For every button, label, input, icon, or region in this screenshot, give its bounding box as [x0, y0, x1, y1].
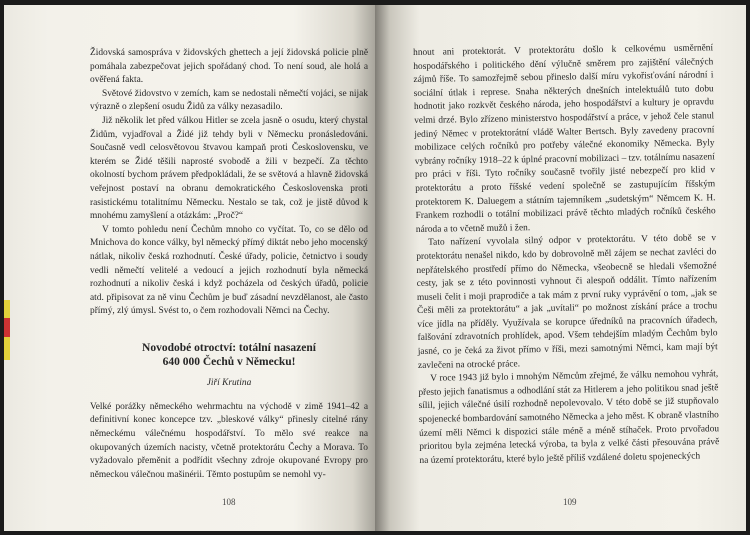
page-marker-tabs [4, 300, 10, 360]
left-page [4, 5, 375, 531]
right-paragraph: hnout ani protektorát. V protektorátu došlo k celkovému usměrnění hospodářského i politického dění výlučně směrem pro zajištění válečných zájmů říše. To samozřejmě sebou přineslo další míru vykořisťování národní i sociální útlak i represe. Snaha některých dnešních intelektuálů tuto dobu hodnotit jako rozkvět českého národa, jeho hospodářství a kultury je opravdu velmi drzé. Bylo zřízeno ministerstvo hospodářství a práce, v jehož čele stanul jediný Němec v protektorátní vládě Walter Bertsch. Byly zavedeny pracovní mobilizace celých ročníků pro potřeby válečné ekonomiky Německa. Byly vybrány ročníky 1918–22 k úplné pracovní mobilizaci – tzv. totálnímu nasazení pro práci v říši. Tyto ročníky současně tvořily jisté nebezpečí pro klid v protektorátu a proto říšské vedení společně se zastupujícím říšským protektorem K. Daluegem a státním tajemníkem „sudetským“ Němcem K. H. Frankem rozhodli o totální mobilizaci právě těchto mladých ročníků českého národa a to včetně mužů i žen. [413, 43, 716, 235]
chapter-title-line-2: 640 000 Čechů v Německu! [162, 355, 296, 368]
left-page-text [90, 47, 368, 482]
page-number-right: 109 [563, 497, 577, 507]
chapter-title-line-1: Novodobé otroctví: totální nasazení [142, 341, 316, 354]
page-number-left: 108 [222, 497, 236, 507]
left-paragraph: Židovská samospráva v židovských ghettech a její židovská policie plně pomáhala zabezpečovat jejich spořádaný chod. To není soud, ale holá a ověřená fakta. [90, 48, 368, 86]
left-paragraph: Světové židovstvo v zemích, kam se nedostali němečtí vojáci, se nijak výrazně o zlepšení osudu Židů za války nezasadilo. [90, 88, 368, 113]
left-paragraph: Velké porážky německého wehrmachtu na východě v zimě 1941–42 a definitivní konec koncepce tzv. „bleskové války“ přinesly citelné rány německému válečnému hospodářství. To mělo své reakce na okupovaných územích nacisty, včetně protektorátu Čechy a Morava. To vyžadovalo přeměnit a podřídit všechny zdroje okupované Evropy pro německou válečnou mašinérii. Těmto postupům se nemohl vy- [90, 401, 368, 480]
right-page [375, 5, 746, 531]
right-paragraph: Tato nařízení vyvolala silný odpor v protektorátu. V této době se v protektorátu nenašel nikdo, kdo by dobrovolně měl zájem se nechat zavléci do nepřátelského prostředí přímo do Německa, všeobecně se hledali všemožné cesty, jak se z této povinnosti vyhnout či alespoň oddálit. Tímto nařízením museli čelit i moji praprodiče a tak mám z první ruky vyprávění o tom, „jak se Češi měli za protektorátu“ a jak „uvítali“ po možnost získání práce a trochu více jídla na příděly. Využívala se korupce úředníků na pracovních úřadech, falšování zdravotních prohlídek, apod. Všem tehdejším mladým Čechům bylo jasné, co je čeká za život přímo v říši, mezi samotnými Němci, kam mají být zavlečeni na otrocké práce. [416, 233, 718, 371]
left-paragraph: Již několik let před válkou Hitler se zcela jasně o osudu, který chystal Židům, vyjadřoval a Židé již tehdy byli v Německu pronásledováni. Současně vedl celosvětovou štvavou kampaň proti Československu, ve kterém se Židé těšili naprosté svobodě a žili v bezpečí. Za těchto okolností bychom právem předpokládali, že se světová a hlavně židovská veřejnost postaví na obranu demokratického Československa proti rasistickému totalitnímu Německu. Nestalo se tak, což je jistě důvod k mnohému zamyšlení a otázkám: „Proč?“ [90, 115, 368, 222]
right-page-text [413, 42, 720, 468]
chapter-title [90, 341, 368, 369]
right-paragraph: V roce 1943 již bylo i mnohým Němcům zřejmé, že válku nemohou vyhrát, přesto jejich fanatismus a odhodlání stát za Hitlerem a jeho politikou snad ještě sílil, jejich válečné úsilí rozhodně nepolevovalo. V této době se již stupňovalo spojenecké bombardování samotného Německa a jeho měst. K obraně vlastního území měli Němci k dispozici stále méně a méně stíhaček. Proto prvořadou prioritou byla zejména letecká výroba, ta byla z velké části přesouvána právě na území protektorátu, které bylo ještě příliš vzdálené doletu spojeneckých [418, 369, 720, 466]
chapter-author: Jiří Krutina [206, 377, 252, 388]
book-spread [4, 5, 746, 531]
left-paragraph: V tomto pohledu není Čechům mnoho co vyčítat. To, co se dělo od Mnichova do konce války, byl německý přímý diktát nebo jeho mocenský nátlak, nikoliv česká rozhodnutí. České úřady, policie, četnictvo i soudy vedli němečtí velitelé a vedoucí a jejich rozhodnutí byla německá rozhodnutí a nikoliv česká i když pocházela od českých úřadů, policie atd. připisovat za ně vinu Čechům je buď zásadní nevzdělanost, ale často přímý, zlý úmysl. Svést to, o čem rozhodovali Němci na Čechy. [90, 224, 368, 317]
